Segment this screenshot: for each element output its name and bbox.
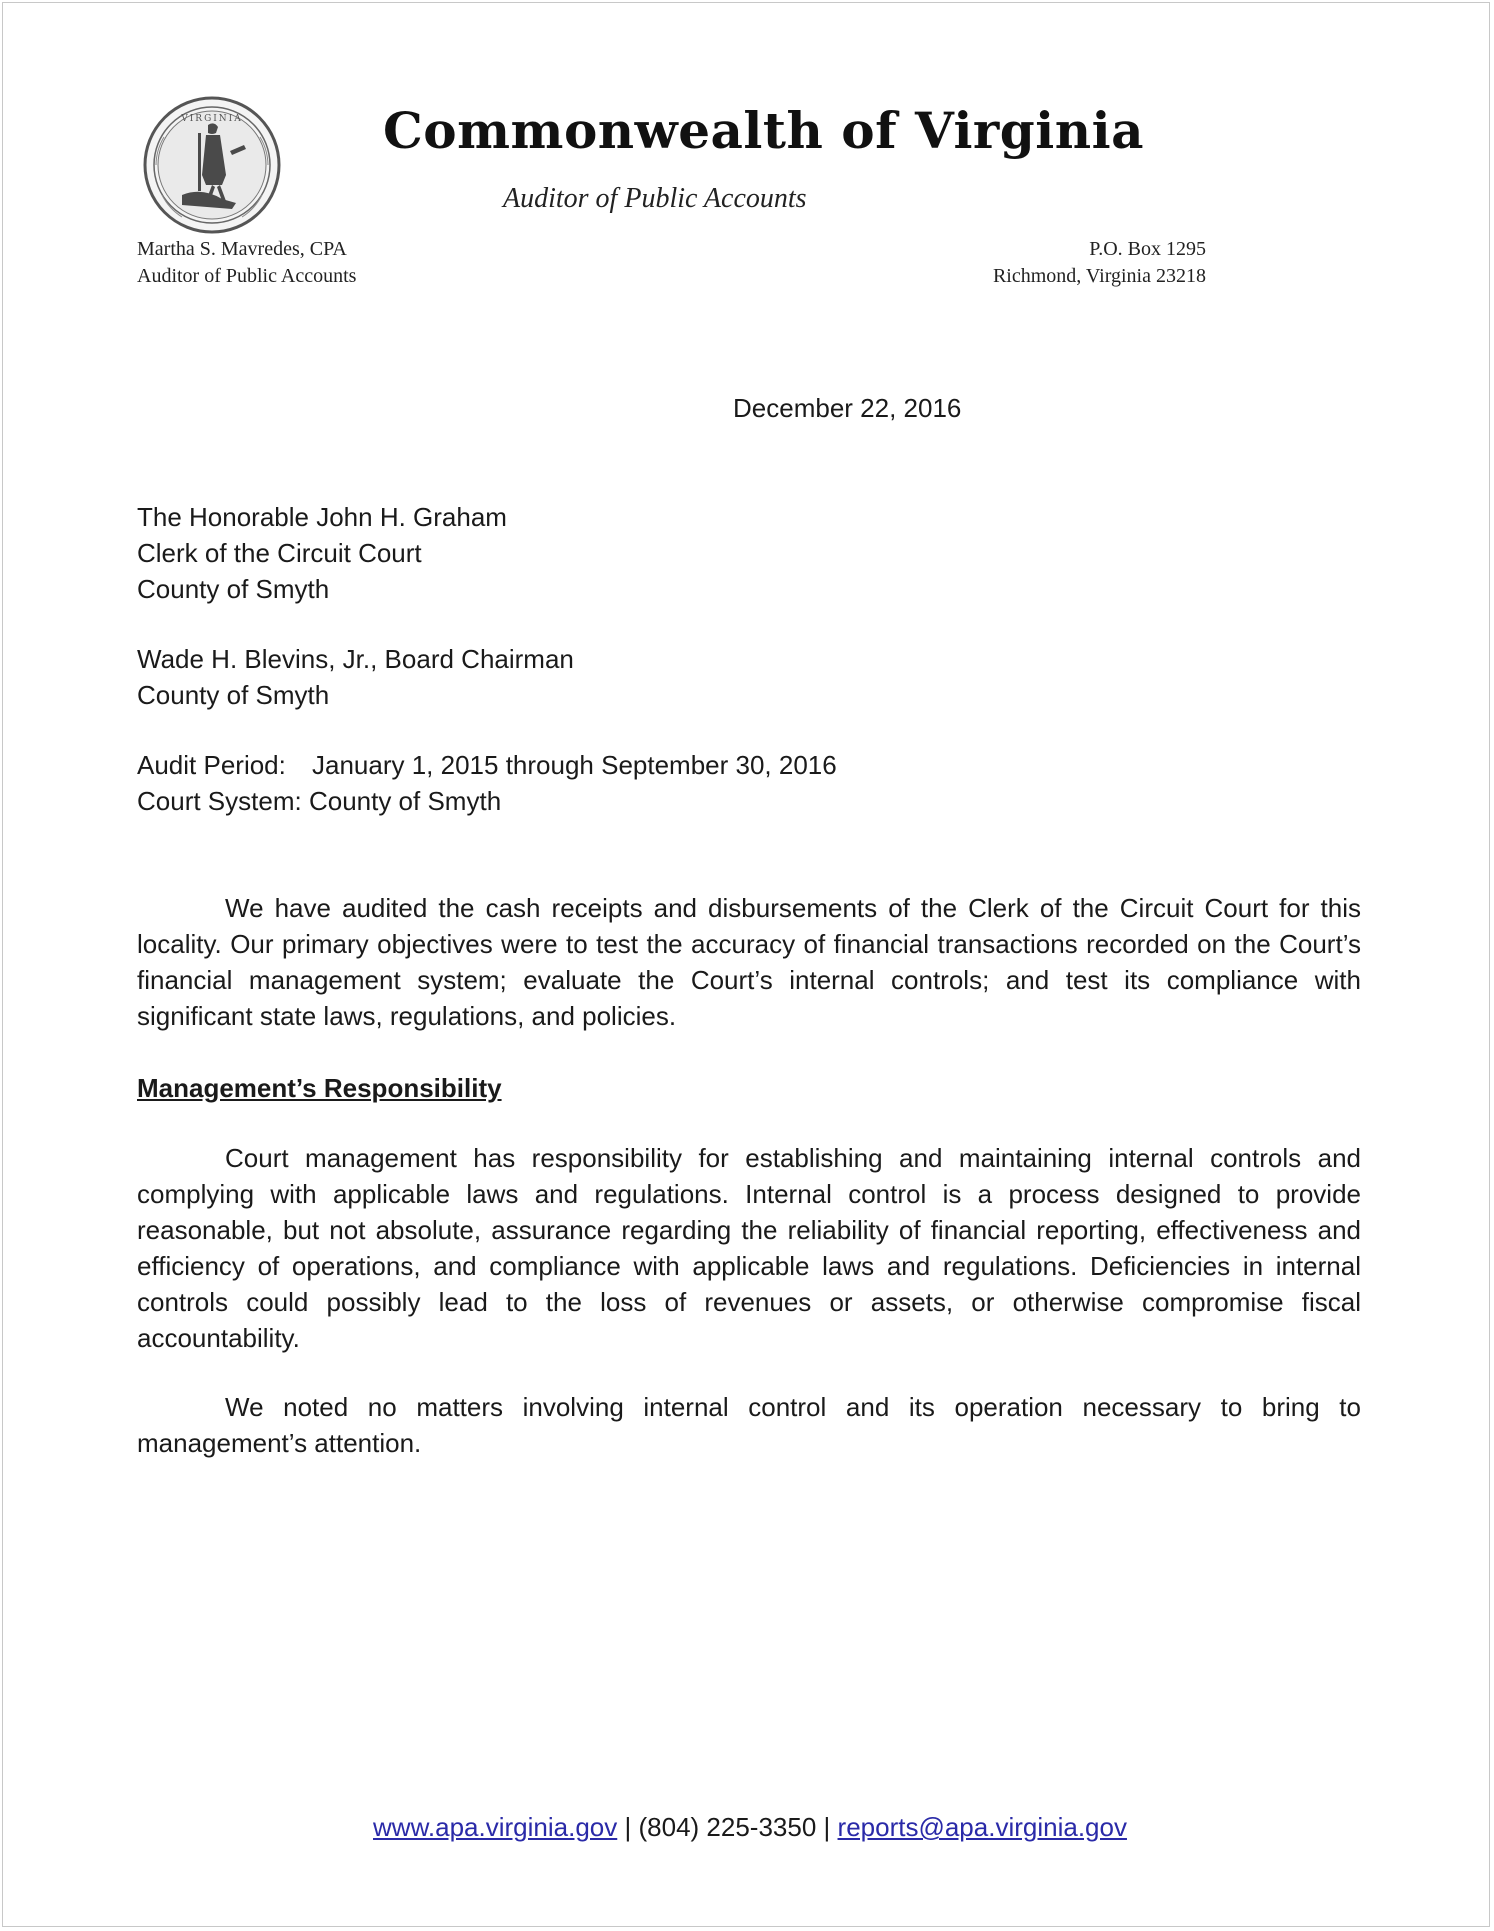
- letterhead-auditor-block: [137, 236, 356, 290]
- document-page: [2, 2, 1490, 1927]
- footer-separator: |: [823, 1812, 831, 1842]
- recipient-block-2: [137, 641, 574, 713]
- letterhead-title: Commonwealth of Virginia: [383, 101, 1144, 160]
- letterhead-subtitle: Auditor of Public Accounts: [503, 183, 807, 214]
- auditor-title: Auditor of Public Accounts: [137, 265, 357, 287]
- audit-info-block: [137, 747, 837, 819]
- recipient-name: Wade H. Blevins, Jr., Board Chairman: [137, 644, 574, 674]
- responsibility-paragraph: Court management has responsibility for establishing and maintaining internal controls and complying with applicable laws and regulations. Internal control is a process designed to provide reasonable, but not absolute, assurance regarding the reliability of financial reporting, effectiveness and efficiency of operations, and compliance with applicable laws and regulations. Deficiencies in internal controls could possibly lead to the loss of revenues or assets, or otherwise compromise fiscal accountability.: [137, 1143, 1361, 1353]
- email-link[interactable]: reports@apa.virginia.gov: [837, 1812, 1127, 1842]
- audit-period-value: January 1, 2015 through September 30, 2016: [312, 750, 837, 780]
- virginia-seal-icon: [142, 95, 282, 235]
- intro-paragraph: We have audited the cash receipts and disbursements of the Clerk of the Circuit Court for this locality. Our primary objectives were to test the accuracy of financial transactions recorded on the Court’s financial management system; evaluate the Court’s internal controls; and test its compliance with significant state laws, regulations, and policies.: [137, 893, 1361, 1031]
- conclusion-paragraph: We noted no matters involving internal control and its operation necessary to bring to management’s attention.: [137, 1392, 1361, 1458]
- recipient-county: County of Smyth: [137, 574, 330, 604]
- seal-text: VIRGINIA: [181, 114, 243, 124]
- section-heading: Management’s Responsibility: [137, 1073, 502, 1103]
- recipient-county: County of Smyth: [137, 680, 330, 710]
- city-state-zip: Richmond, Virginia 23218: [992, 265, 1206, 287]
- footer-separator: |: [624, 1812, 632, 1842]
- phone-number: (804) 225-3350: [638, 1812, 817, 1842]
- court-system-label: Court System:: [137, 786, 302, 816]
- auditor-name: Martha S. Mavredes, CPA: [137, 238, 347, 260]
- po-box: P.O. Box 1295: [1089, 238, 1206, 260]
- court-system-value: County of Smyth: [308, 786, 502, 816]
- court-system-row: [137, 783, 837, 819]
- recipient-block-1: [137, 499, 507, 607]
- audit-period-row: [137, 747, 837, 783]
- recipient-title: Clerk of the Circuit Court: [137, 538, 422, 568]
- website-link[interactable]: www.apa.virginia.gov: [373, 1812, 618, 1842]
- footer: [3, 1809, 1494, 1845]
- recipient-name: The Honorable John H. Graham: [137, 502, 507, 532]
- audit-period-label: Audit Period:: [137, 750, 286, 780]
- letterhead-address-block: [993, 236, 1206, 290]
- letter-date: December 22, 2016: [733, 393, 962, 423]
